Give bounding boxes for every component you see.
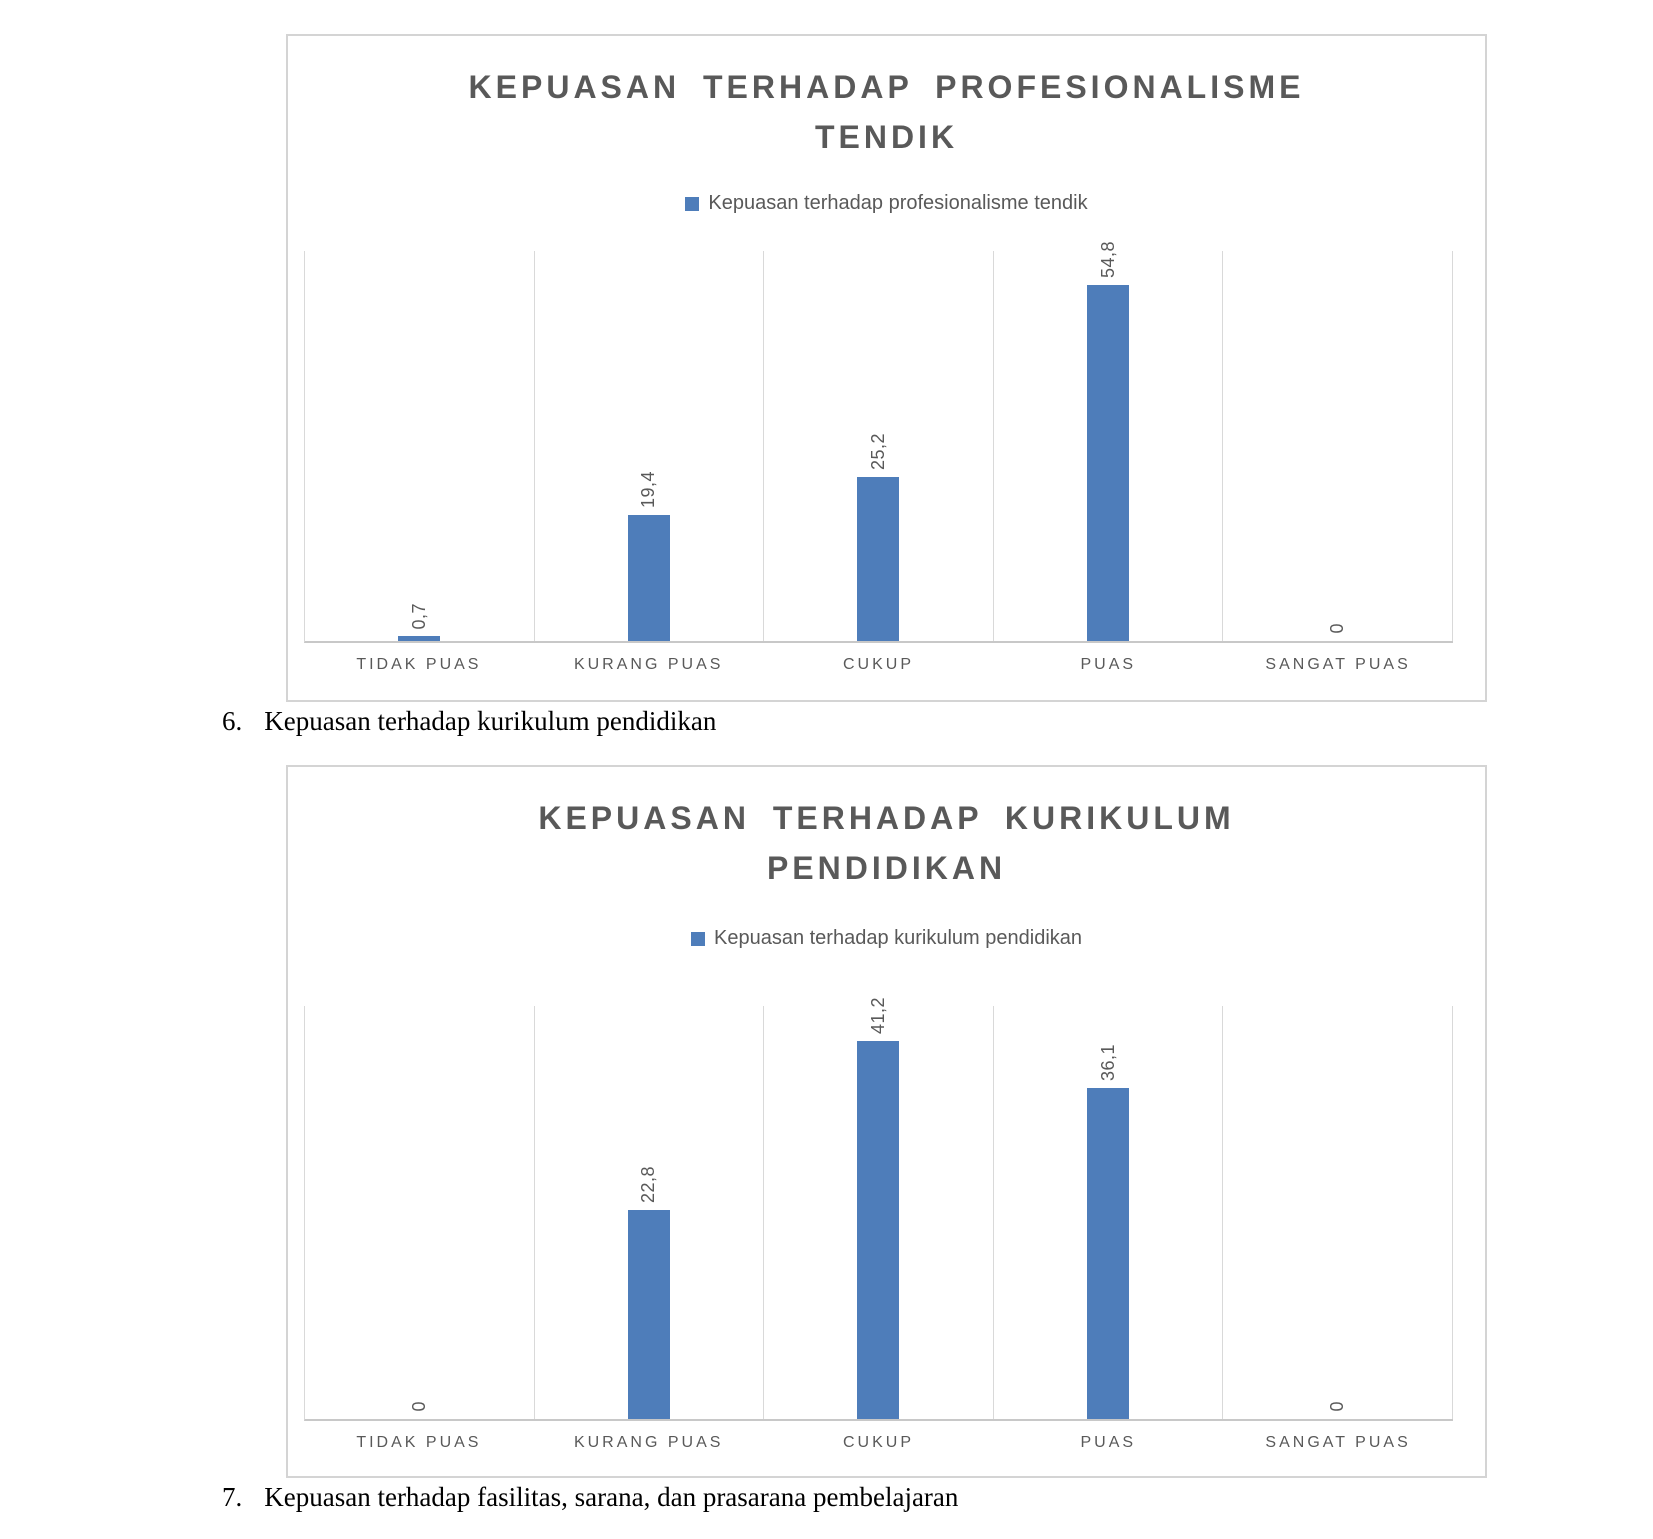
list-item-7: [222, 1482, 958, 1513]
bar-label-anchor: [764, 997, 993, 1034]
bar: [398, 636, 440, 641]
category-label: TIDAK PUAS: [356, 1434, 482, 1451]
category-label: KURANG PUAS: [573, 1434, 724, 1451]
chart-title: [288, 793, 1485, 893]
bar-value-label: 22,8: [638, 1165, 659, 1203]
bar-label-anchor: [535, 1166, 764, 1203]
bar-value-label: 19,4: [638, 470, 659, 508]
category-label: PUAS: [1080, 1434, 1137, 1451]
legend-marker-icon: [691, 932, 705, 946]
bar-label-anchor: [305, 603, 534, 630]
bar-value-label: 0: [1327, 1401, 1348, 1412]
list-number: 7.: [222, 1482, 243, 1512]
bar-label-anchor: [994, 1044, 1223, 1081]
legend-label: Kepuasan terhadap profesionalisme tendik: [708, 192, 1088, 214]
category-label: CUKUP: [842, 656, 914, 673]
chart-title: [288, 62, 1485, 162]
chart-profesionalisme-tendik: [286, 34, 1487, 702]
bar-label-anchor: [535, 471, 764, 508]
category-label: SANGAT PUAS: [1265, 1434, 1411, 1451]
legend-label: Kepuasan terhadap kurikulum pendidikan: [713, 927, 1083, 949]
bar: [628, 515, 670, 641]
category-label: TIDAK PUAS: [356, 656, 482, 673]
bar: [857, 1041, 899, 1419]
category-label: KURANG PUAS: [573, 656, 724, 673]
bar-label-anchor: [994, 241, 1223, 278]
plot-area: [304, 996, 1453, 1421]
bar-value-label: 0,7: [408, 602, 429, 630]
chart-title-line: PENDIDIKAN: [766, 850, 1007, 886]
plot-column: [535, 1006, 765, 1419]
plot-area: [304, 240, 1453, 643]
category-label: SANGAT PUAS: [1265, 656, 1411, 673]
chart-title-line: KEPUASAN TERHADAP KURIKULUM: [538, 800, 1235, 836]
bar-value-label: 41,2: [867, 996, 888, 1034]
bar: [1087, 285, 1129, 641]
bar-value-label: 0: [1327, 623, 1348, 634]
list-number: 6.: [222, 706, 243, 736]
bar-label-anchor: [1223, 623, 1452, 634]
category-axis: [304, 643, 1453, 674]
list-text: Kepuasan terhadap kurikulum pendidikan: [264, 706, 717, 736]
plot-wrapper: [304, 240, 1453, 674]
bar-label-anchor: [1223, 1401, 1452, 1412]
chart-title-line: KEPUASAN TERHADAP PROFESIONALISME: [468, 69, 1305, 105]
bar: [1087, 1088, 1129, 1419]
plot-wrapper: [304, 996, 1453, 1452]
plot-column: [1223, 251, 1453, 641]
plot-column: [994, 1006, 1224, 1419]
chart-kurikulum-pendidikan: [286, 765, 1487, 1478]
chart-title-line: TENDIK: [814, 119, 959, 155]
plot-column: [764, 996, 994, 1419]
bar-value-label: 36,1: [1097, 1043, 1118, 1081]
category-axis: [304, 1421, 1453, 1452]
category-label: CUKUP: [842, 1434, 914, 1451]
legend: [288, 927, 1485, 950]
plot-column: [535, 251, 765, 641]
plot-column: [305, 251, 535, 641]
category-label: PUAS: [1080, 656, 1137, 673]
bar-label-anchor: [764, 433, 993, 470]
bar-value-label: 54,8: [1097, 240, 1118, 278]
plot-column: [994, 240, 1224, 641]
bar: [628, 1210, 670, 1419]
bar-value-label: 25,2: [867, 433, 888, 471]
list-item-6: [222, 706, 716, 737]
plot-column: [764, 251, 994, 641]
plot-column: [305, 1006, 535, 1419]
plot-column: [1223, 1006, 1453, 1419]
bar: [857, 477, 899, 641]
legend-marker-icon: [685, 197, 699, 211]
legend: [288, 192, 1485, 215]
bar-value-label: 0: [408, 1401, 429, 1412]
bar-label-anchor: [305, 1401, 534, 1412]
list-text: Kepuasan terhadap fasilitas, sarana, dan prasarana pembelajaran: [264, 1482, 959, 1512]
